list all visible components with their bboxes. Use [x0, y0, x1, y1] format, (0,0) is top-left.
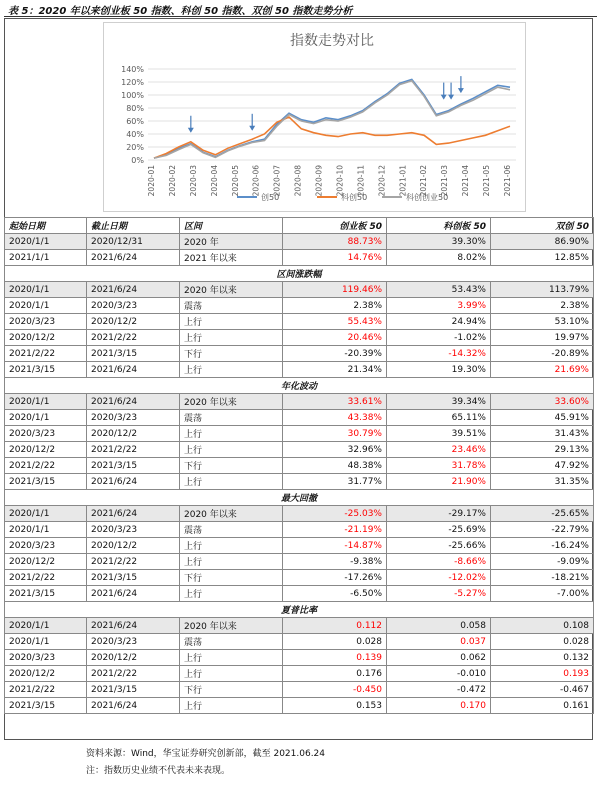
table-cell: 上行	[180, 554, 283, 570]
table-cell: 65.11%	[387, 410, 491, 426]
section-title: 区间涨跌幅	[5, 266, 594, 282]
y-tick-label: 120%	[121, 78, 144, 87]
table-cell: 0.108	[491, 618, 594, 634]
table-cell: 2020/1/1	[5, 394, 87, 410]
source-note: 资料来源：Wind，华宝证券研究创新部，截至 2021.06.24	[86, 749, 326, 759]
table-cell: 2021/2/22	[5, 682, 87, 698]
table-cell: -12.02%	[387, 570, 491, 586]
section-title: 最大回撤	[5, 490, 594, 506]
table-cell: 31.43%	[491, 426, 594, 442]
y-tick-label: 0%	[131, 156, 144, 165]
table-cell: 2020 年以来	[180, 618, 283, 634]
arrow-head	[249, 126, 255, 131]
table-cell: -0.472	[387, 682, 491, 698]
table-row	[5, 234, 594, 250]
table-cell: -29.17%	[387, 506, 491, 522]
table-cell: -16.24%	[491, 538, 594, 554]
table-cell: 2020/3/23	[5, 426, 87, 442]
table-cell: 0.062	[387, 650, 491, 666]
table-cell: 39.30%	[387, 234, 491, 250]
header-cell: 创业板 50	[283, 218, 387, 234]
x-tick-label: 2020-12	[377, 165, 387, 197]
table-cell: 2021/3/15	[5, 698, 87, 714]
table-cell: 2020/1/1	[5, 410, 87, 426]
table-cell: 上行	[180, 698, 283, 714]
table-cell: 2020/1/1	[5, 298, 87, 314]
table-cell: 19.97%	[491, 330, 594, 346]
table-row	[5, 634, 594, 650]
table-cell: 2020/3/23	[87, 634, 180, 650]
table-cell: 0.139	[283, 650, 387, 666]
table-row	[5, 298, 594, 314]
table-cell: 2021/3/15	[87, 682, 180, 698]
table-cell: 0.132	[491, 650, 594, 666]
table-cell: 21.69%	[491, 362, 594, 378]
table-cell: 12.85%	[491, 250, 594, 266]
table-caption: 表 5：2020 年以来创业板 50 指数、科创 50 指数、双创 50 指数走势分析	[8, 6, 353, 17]
table-row	[5, 410, 594, 426]
table-cell: -0.010	[387, 666, 491, 682]
table-cell: 19.30%	[387, 362, 491, 378]
table-cell: 21.90%	[387, 474, 491, 490]
y-tick-label: 140%	[121, 65, 144, 74]
table-cell: 震荡	[180, 298, 283, 314]
index-trend-chart	[103, 22, 526, 212]
table-cell: 2.38%	[491, 298, 594, 314]
x-tick-label: 2021-04	[461, 165, 471, 197]
x-tick-label: 2020-06	[251, 165, 261, 197]
table-cell: 0.176	[283, 666, 387, 682]
table-cell: 23.46%	[387, 442, 491, 458]
table-cell: 2020/12/31	[87, 234, 180, 250]
table-cell: 上行	[180, 474, 283, 490]
series-line	[154, 117, 510, 158]
table-cell: -6.50%	[283, 586, 387, 602]
table-cell: 39.34%	[387, 394, 491, 410]
x-tick-label: 2020-08	[293, 165, 303, 197]
table-cell: 2020/3/23	[87, 298, 180, 314]
table-cell: 2021/3/15	[5, 586, 87, 602]
table-cell: -18.21%	[491, 570, 594, 586]
table-cell: 2021/2/22	[5, 570, 87, 586]
series-line	[154, 79, 510, 158]
x-tick-label: 2021-05	[482, 165, 492, 197]
table-row	[5, 362, 594, 378]
table-cell: -22.79%	[491, 522, 594, 538]
y-tick-label: 80%	[126, 104, 144, 113]
table-cell: 53.43%	[387, 282, 491, 298]
table-cell: 2020 年以来	[180, 282, 283, 298]
table-cell: -25.66%	[387, 538, 491, 554]
table-cell: -7.00%	[491, 586, 594, 602]
legend-label: 科创50	[341, 193, 368, 202]
header-cell: 双创 50	[491, 218, 594, 234]
table-cell: 2020/1/1	[5, 506, 87, 522]
table-cell: 2020/3/23	[5, 538, 87, 554]
x-tick-label: 2020-11	[356, 165, 366, 197]
table-cell: 2021/1/1	[5, 250, 87, 266]
section-header-row	[5, 378, 594, 394]
table-cell: 下行	[180, 570, 283, 586]
table-row	[5, 618, 594, 634]
table-cell: 2021/6/24	[87, 250, 180, 266]
table-cell: 震荡	[180, 522, 283, 538]
table-cell: 21.34%	[283, 362, 387, 378]
table-cell: 48.38%	[283, 458, 387, 474]
table-cell: -5.27%	[387, 586, 491, 602]
table-cell: 2020/12/2	[87, 314, 180, 330]
table-cell: 2021/6/24	[87, 618, 180, 634]
table-cell: 0.193	[491, 666, 594, 682]
x-tick-label: 2021-06	[503, 165, 512, 197]
table-cell: 2020/12/2	[5, 442, 87, 458]
table-row	[5, 554, 594, 570]
table-cell: -20.39%	[283, 346, 387, 362]
x-tick-label: 2020-09	[314, 165, 324, 197]
table-row	[5, 570, 594, 586]
table-cell: 上行	[180, 314, 283, 330]
table-cell: 2021/2/22	[5, 458, 87, 474]
table-cell: 2020/12/2	[5, 554, 87, 570]
x-tick-label: 2020-10	[335, 165, 345, 197]
section-header-row	[5, 490, 594, 506]
table-row	[5, 346, 594, 362]
table-cell: 0.028	[283, 634, 387, 650]
table-cell: 2021/6/24	[87, 282, 180, 298]
table-row	[5, 650, 594, 666]
table-cell: 2021/2/22	[87, 330, 180, 346]
header-cell: 截止日期	[87, 218, 180, 234]
table-cell: 0.112	[283, 618, 387, 634]
table-cell: 2020 年以来	[180, 394, 283, 410]
y-tick-label: 100%	[121, 91, 144, 100]
table-cell: -14.87%	[283, 538, 387, 554]
table-cell: -20.89%	[491, 346, 594, 362]
table-cell: -9.38%	[283, 554, 387, 570]
table-cell: 14.76%	[283, 250, 387, 266]
table-cell: 31.35%	[491, 474, 594, 490]
table-cell: -25.69%	[387, 522, 491, 538]
table-cell: 2021/6/24	[87, 506, 180, 522]
table-cell: 2020 年以来	[180, 506, 283, 522]
table-row	[5, 538, 594, 554]
table-cell: -14.32%	[387, 346, 491, 362]
table-cell: 下行	[180, 458, 283, 474]
x-tick-label: 2020-04	[209, 165, 219, 197]
table-cell: 2020/12/2	[87, 426, 180, 442]
table-cell: 24.94%	[387, 314, 491, 330]
table-cell: 45.91%	[491, 410, 594, 426]
legend-label: 创50	[261, 193, 280, 202]
table-cell: 31.78%	[387, 458, 491, 474]
section-header-row	[5, 266, 594, 282]
table-cell: 2020/1/1	[5, 234, 87, 250]
table-cell: -21.19%	[283, 522, 387, 538]
table-cell: -25.65%	[491, 506, 594, 522]
table-cell: 震荡	[180, 634, 283, 650]
table-cell: 0.028	[491, 634, 594, 650]
table-cell: 2021/3/15	[5, 362, 87, 378]
table-cell: 29.13%	[491, 442, 594, 458]
y-tick-label: 20%	[126, 143, 144, 152]
table-cell: 55.43%	[283, 314, 387, 330]
table-cell: 113.79%	[491, 282, 594, 298]
y-tick-label: 60%	[126, 117, 144, 126]
table-row	[5, 586, 594, 602]
table-cell: 30.79%	[283, 426, 387, 442]
table-cell: 0.058	[387, 618, 491, 634]
arrow-head	[458, 88, 464, 93]
table-row	[5, 506, 594, 522]
table-cell: 2020/3/23	[5, 314, 87, 330]
arrow-head	[448, 95, 454, 100]
table-cell: 39.51%	[387, 426, 491, 442]
table-cell: 2021/6/24	[87, 394, 180, 410]
table-cell: 2021/3/15	[87, 458, 180, 474]
table-cell: 2021/3/15	[5, 474, 87, 490]
table-cell: 3.99%	[387, 298, 491, 314]
table-cell: 2020/12/2	[87, 538, 180, 554]
table-cell: 2021/2/22	[87, 442, 180, 458]
disclaimer-note: 注：指数历史业绩不代表未来表现。	[86, 766, 231, 776]
table-cell: 2021/6/24	[87, 586, 180, 602]
table-cell: 2020 年	[180, 234, 283, 250]
table-cell: 43.38%	[283, 410, 387, 426]
table-row	[5, 666, 594, 682]
header-cell: 科创板 50	[387, 218, 491, 234]
table-cell: 119.46%	[283, 282, 387, 298]
table-cell: 88.73%	[283, 234, 387, 250]
table-cell: 2020/3/23	[87, 410, 180, 426]
table-row	[5, 458, 594, 474]
table-cell: 2020/3/23	[5, 650, 87, 666]
table-cell: 33.60%	[491, 394, 594, 410]
table-cell: 2021/2/22	[87, 554, 180, 570]
table-cell: 32.96%	[283, 442, 387, 458]
table-cell: 2021/2/22	[5, 346, 87, 362]
table-cell: 上行	[180, 442, 283, 458]
table-cell: 86.90%	[491, 234, 594, 250]
table-cell: 31.77%	[283, 474, 387, 490]
table-cell: 0.153	[283, 698, 387, 714]
table-cell: 上行	[180, 362, 283, 378]
table-cell: -25.03%	[283, 506, 387, 522]
table-row	[5, 314, 594, 330]
table-cell: 下行	[180, 346, 283, 362]
arrow-head	[441, 95, 447, 100]
table-cell: 下行	[180, 682, 283, 698]
header-cell: 区间	[180, 218, 283, 234]
table-cell: 上行	[180, 330, 283, 346]
x-tick-label: 2020-01	[147, 165, 156, 197]
table-cell: -0.467	[491, 682, 594, 698]
table-cell: 0.037	[387, 634, 491, 650]
x-tick-label: 2020-05	[230, 165, 240, 197]
table-cell: 2020/3/23	[87, 522, 180, 538]
table-cell: 上行	[180, 538, 283, 554]
table-row	[5, 426, 594, 442]
table-cell: 2020/1/1	[5, 634, 87, 650]
table-cell: 2021/3/15	[87, 570, 180, 586]
table-cell: 2021/6/24	[87, 698, 180, 714]
chart-canvas	[104, 23, 525, 211]
section-title: 夏普比率	[5, 602, 594, 618]
header-cell: 起始日期	[5, 218, 87, 234]
table-cell: -8.66%	[387, 554, 491, 570]
table-row	[5, 442, 594, 458]
table-row	[5, 474, 594, 490]
table-cell: 2020/12/2	[87, 650, 180, 666]
table-cell: 上行	[180, 426, 283, 442]
table-row	[5, 394, 594, 410]
section-title: 年化波动	[5, 378, 594, 394]
table-cell: 20.46%	[283, 330, 387, 346]
table-cell: 2021/3/15	[87, 346, 180, 362]
table-cell: 0.161	[491, 698, 594, 714]
y-tick-label: 40%	[126, 130, 144, 139]
table-cell: 2.38%	[283, 298, 387, 314]
table-row	[5, 330, 594, 346]
x-tick-label: 2020-02	[167, 165, 177, 197]
table-cell: 2021/2/22	[87, 666, 180, 682]
table-cell: 2021 年以来	[180, 250, 283, 266]
x-tick-label: 2020-03	[188, 165, 198, 197]
table-cell: 0.170	[387, 698, 491, 714]
table-cell: -1.02%	[387, 330, 491, 346]
table-cell: -0.450	[283, 682, 387, 698]
arrow-head	[188, 128, 194, 133]
table-cell: 2020/1/1	[5, 282, 87, 298]
table-header-row	[5, 218, 594, 234]
table-cell: 2021/6/24	[87, 362, 180, 378]
table-cell: 8.02%	[387, 250, 491, 266]
table-cell: 上行	[180, 586, 283, 602]
table-cell: -9.09%	[491, 554, 594, 570]
table-cell: 47.92%	[491, 458, 594, 474]
table-cell: 上行	[180, 666, 283, 682]
performance-table	[4, 217, 594, 714]
table-row	[5, 682, 594, 698]
section-header-row	[5, 602, 594, 618]
x-tick-label: 2021-01	[398, 165, 408, 197]
table-row	[5, 698, 594, 714]
table-cell: 2020/1/1	[5, 618, 87, 634]
table-cell: 震荡	[180, 410, 283, 426]
table-cell: 53.10%	[491, 314, 594, 330]
table-cell: 2020/12/2	[5, 330, 87, 346]
legend-label: 科创创业50	[406, 193, 449, 202]
x-tick-label: 2020-07	[272, 165, 282, 197]
table-cell: 2020/1/1	[5, 522, 87, 538]
x-tick-label: 2021-03	[440, 165, 450, 197]
table-row	[5, 522, 594, 538]
table-row	[5, 250, 594, 266]
x-tick-label: 2021-02	[419, 165, 429, 197]
caption-rule	[4, 16, 597, 17]
table-cell: -17.26%	[283, 570, 387, 586]
table-row	[5, 282, 594, 298]
table-cell: 2021/6/24	[87, 474, 180, 490]
table-cell: 33.61%	[283, 394, 387, 410]
table-cell: 上行	[180, 650, 283, 666]
chart-title: 指数走势对比	[290, 33, 374, 49]
table-cell: 2020/12/2	[5, 666, 87, 682]
